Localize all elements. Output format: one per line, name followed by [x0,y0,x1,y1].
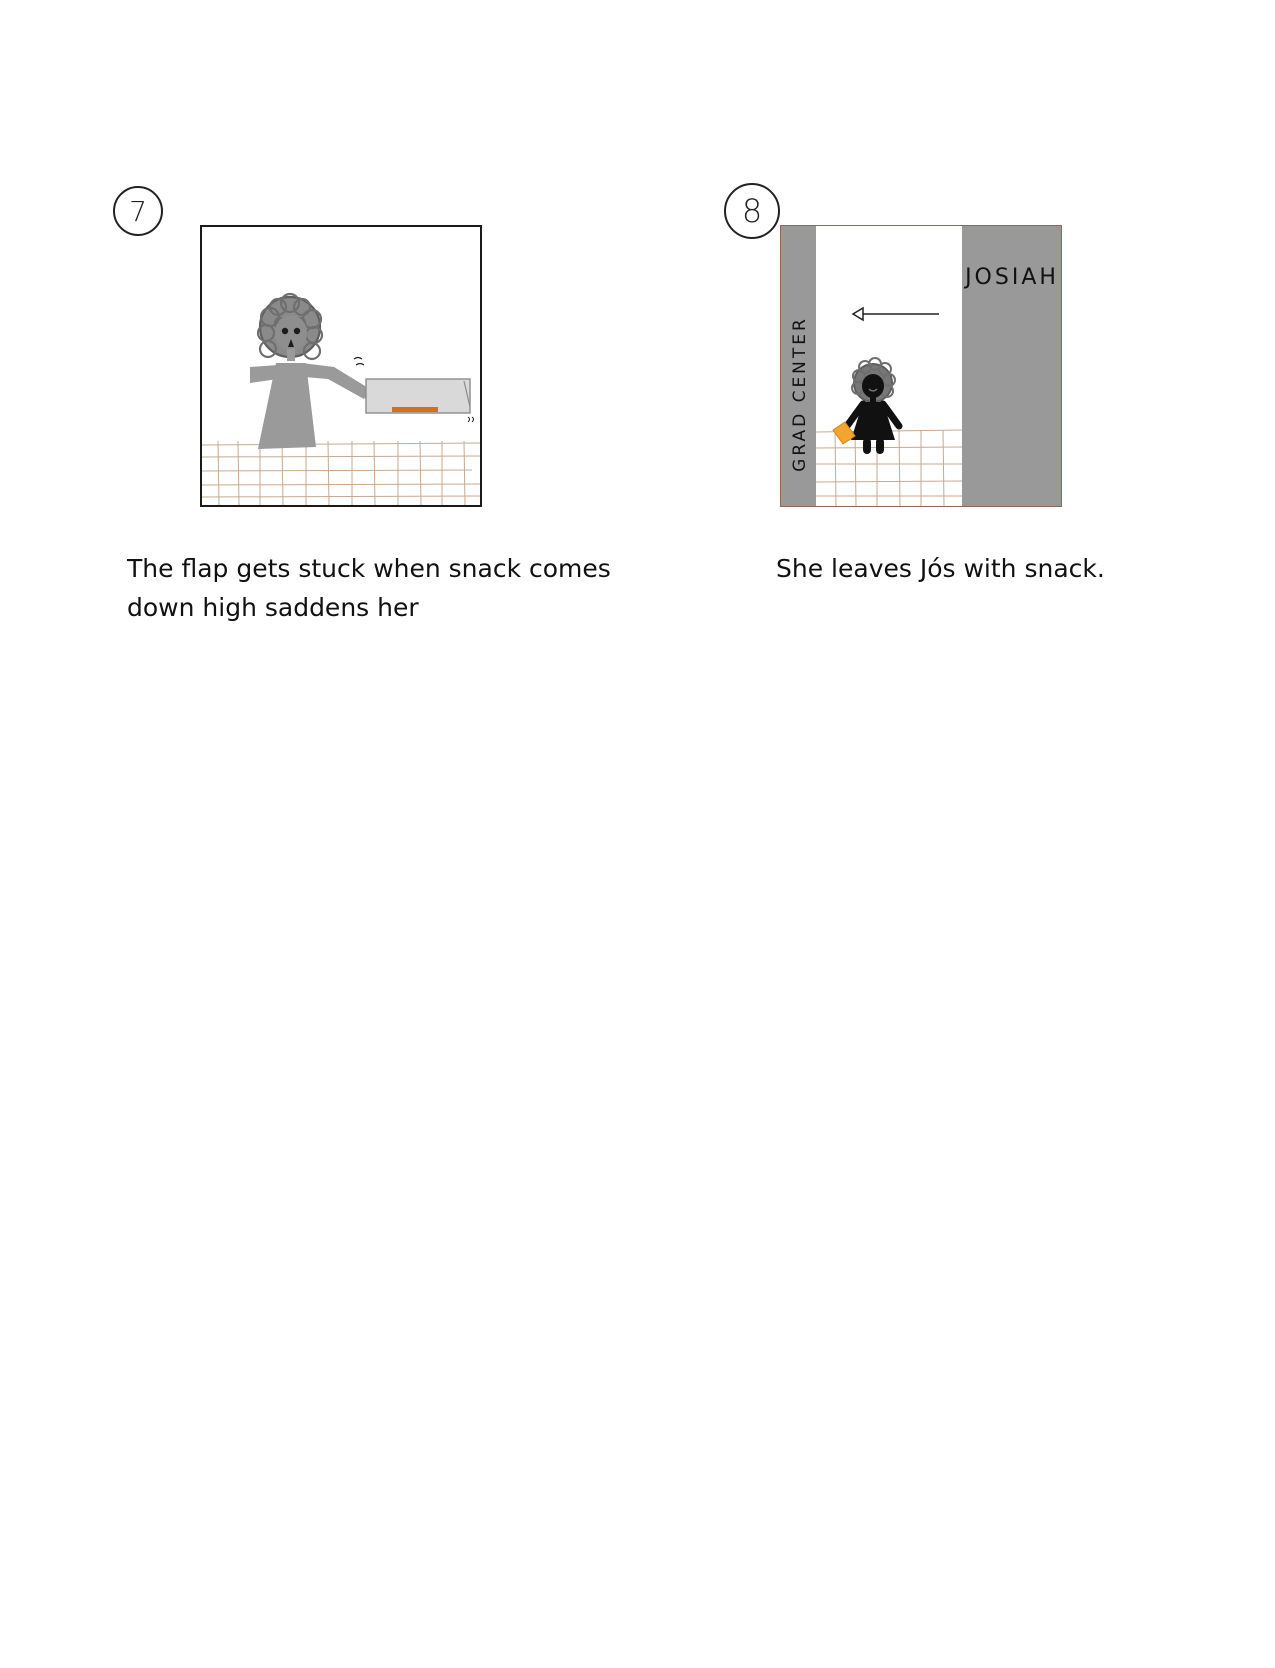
panel-8-number [724,183,780,239]
panel-7-number-label: 7 [129,194,147,228]
panel-8-frame [780,225,1062,507]
left-wall-sign: GRAD CENTER [790,316,810,472]
right-wall-sign: JOSIAH [965,265,1059,290]
sad-girl-figure-icon [250,294,379,449]
panel-8-caption: She leaves Jós with snack. [776,554,1105,583]
panel-7-number [113,186,163,236]
panel-8-number-label: 8 [741,192,763,230]
smiling-girl-figure-icon [847,358,899,454]
panel-7-frame [200,225,482,507]
panel-7-caption: The flap gets stuck when snack comes down high saddens her [127,554,611,622]
panel-8-illustration [781,226,1061,506]
panel-7-illustration [202,227,480,505]
vending-machine-flap-icon [366,379,474,422]
snack-bar-icon [392,407,438,412]
left-arrow-icon [853,308,939,320]
floor-grid [816,430,962,506]
floor-grid [202,441,480,505]
